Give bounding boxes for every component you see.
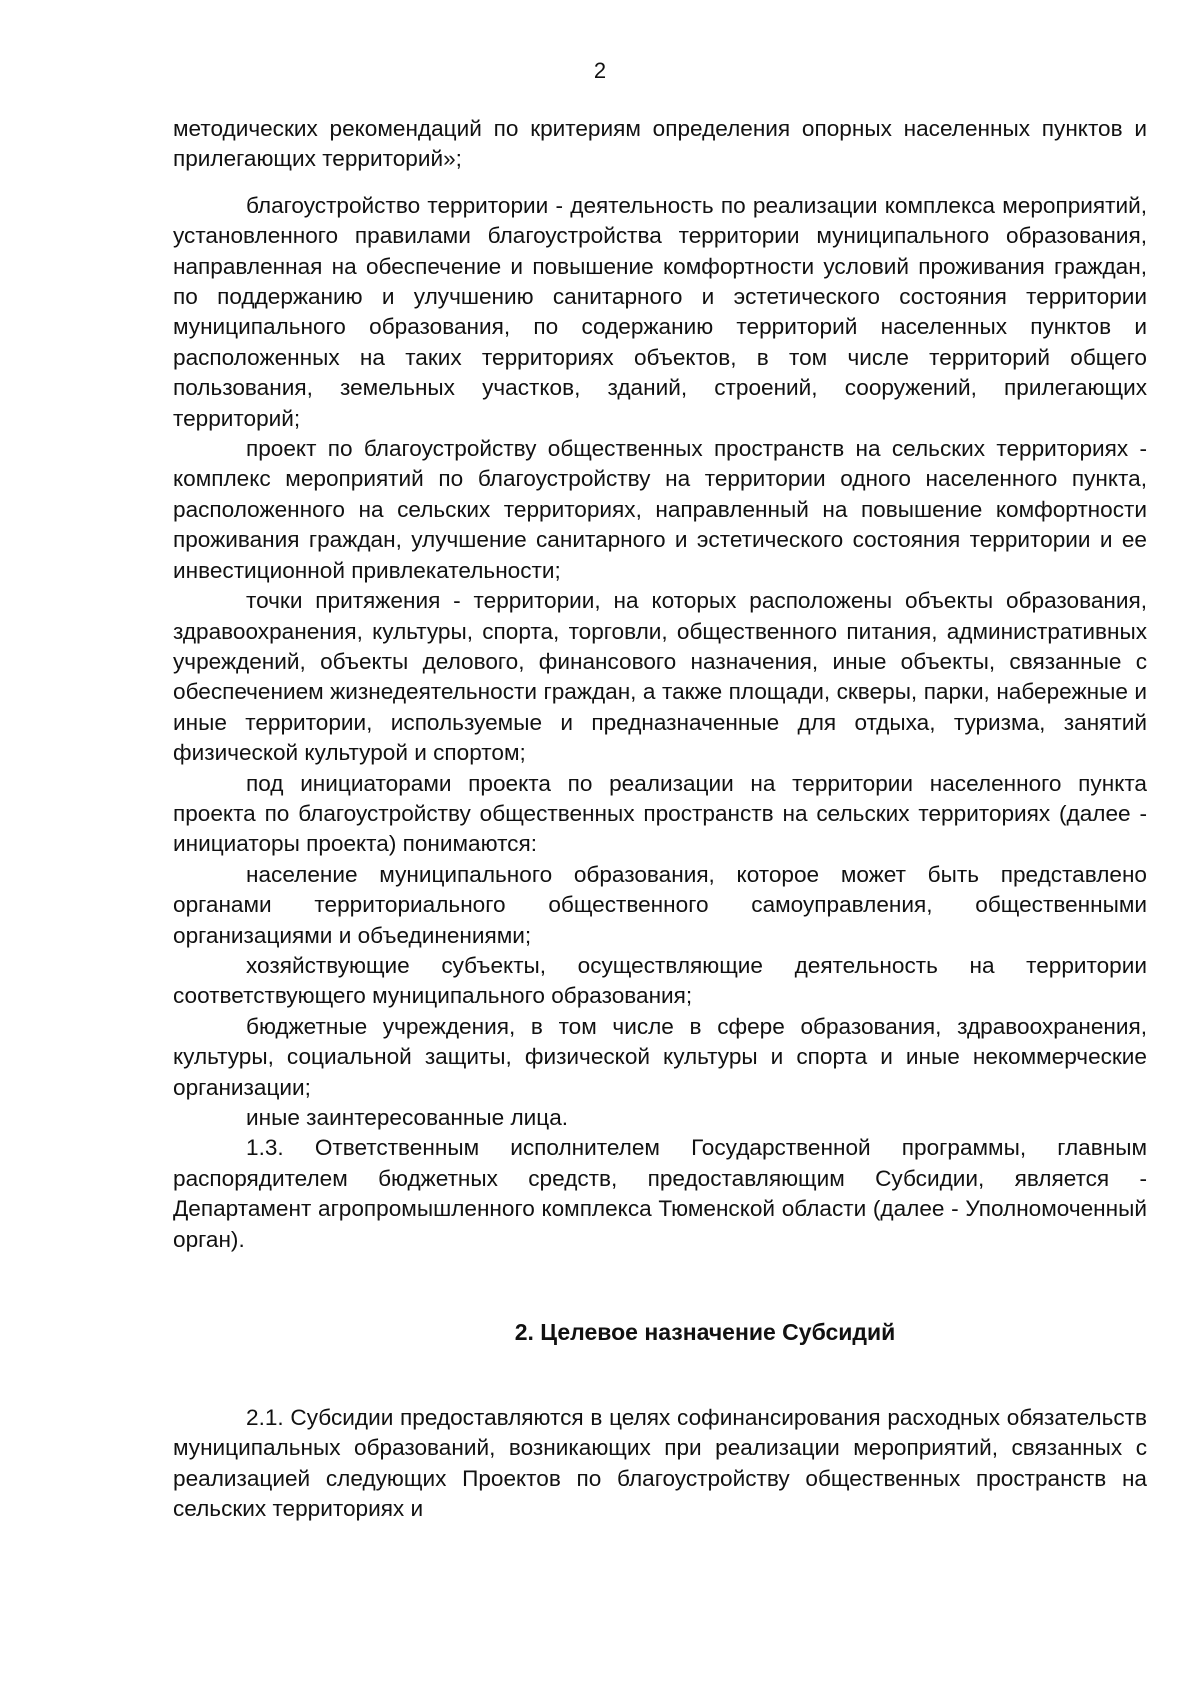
paragraph: благоустройство территории - деятельность по реализации комплекса мероприятий, установленного правилами благоустройства территории муниципального образования, направленная на обеспечение и повышение комфортности условий проживания граждан, по поддержанию и улучшению санитарного и эстетического состояния территории муниципального образования, по содержанию территорий населенных пунктов и расположенных на таких территориях объектов, в том числе территорий общего пользования, земельных участков, зданий, строений, сооружений, прилегающих территорий;	[173, 192, 1147, 431]
paragraph: проект по благоустройству общественных пространств на сельских территориях - комплекс мероприятий по благоустройству на территории одного населенного пункта, расположенного на сельских территориях, направленный на повышение комфортности проживания граждан, улучшение санитарного и эстетического состояния территории и ее инвестиционной привлекательности;	[173, 436, 1147, 583]
page-number: 2	[593, 58, 607, 83]
paragraph: 1.3. Ответственным исполнителем Государственной программы, главным распорядителем бюджетных средств, предоставляющим Субсидии, является - Департамент агропромышленного комплекса Тюменской области (далее - Уполномоченный орган).	[173, 1135, 1147, 1252]
paragraph: иные заинтересованные лица.	[246, 1105, 569, 1130]
paragraph: под инициаторами проекта по реализации на территории населенного пункта проекта по благоустройству общественных пространств на сельских территориях (далее - инициаторы проекта) понимаются:	[173, 770, 1147, 857]
paragraph: 2.1. Субсидии предоставляются в целях софинансирования расходных обязательств муниципальных образований, возникающих при реализации мероприятий, связанных с реализацией следующих Проектов по благоустройству общественных пространств на сельских территориях и	[173, 1405, 1147, 1522]
section-heading: 2. Целевое назначение Субсидий	[514, 1319, 896, 1346]
paragraph: бюджетные учреждения, в том числе в сфере образования, здравоохранения, культуры, социальной защиты, физической культуры и спорта и иные некоммерческие организации;	[173, 1013, 1147, 1100]
paragraph: методических рекомендаций по критериям определения опорных населенных пунктов и прилегающих территорий»;	[173, 116, 1147, 172]
paragraph: хозяйствующие субъекты, осуществляющие деятельность на территории соответствующего муниципального образования;	[173, 952, 1147, 1009]
paragraph: точки притяжения - территории, на которых расположены объекты образования, здравоохранения, культуры, спорта, торговли, общественного питания, административных учреждений, объекты делового, финансового назначения, иные объекты, связанные с обеспечением жизнедеятельности граждан, а также площади, скверы, парки, набережные и иные территории, используемые и предназначенные для отдыха, туризма, занятий физической культурой и спортом;	[173, 588, 1147, 766]
document-body	[173, 114, 1147, 1525]
paragraph: население муниципального образования, которое может быть представлено органами территориального общественного самоуправления, общественными организациями и объединениями;	[173, 861, 1147, 948]
